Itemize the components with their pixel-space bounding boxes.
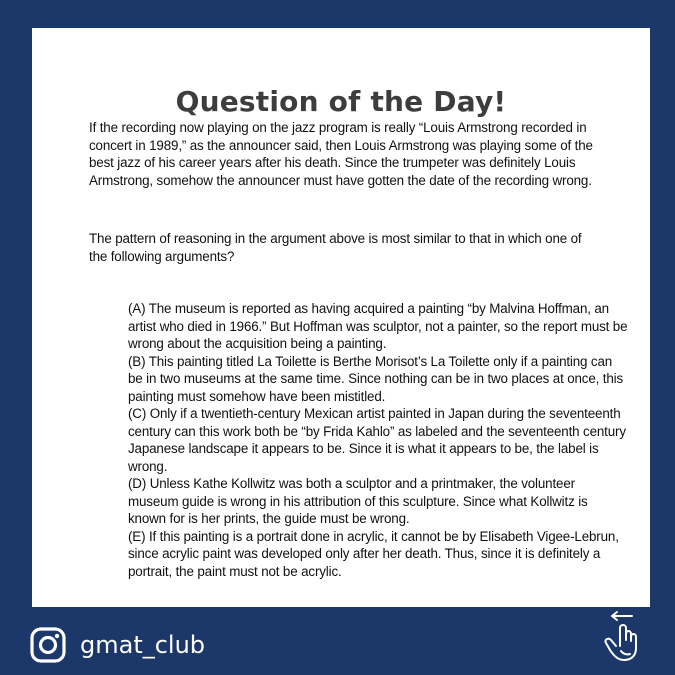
swipe-left-hand-icon — [598, 610, 646, 664]
instagram-handle[interactable]: gmat_club — [80, 631, 206, 659]
page-title: Question of the Day! — [175, 85, 507, 118]
answer-options — [128, 300, 628, 580]
question-card — [32, 28, 650, 607]
instagram-icon[interactable] — [30, 627, 66, 663]
option-e: (E) If this painting is a portrait done in acrylic, it cannot be by Elisabeth Vigee-Lebrun, since acrylic paint was developed only after her death. Thus, since it is definitely a portrait, the paint must not be acrylic. — [128, 528, 619, 579]
question-stem: The pattern of reasoning in the argument above is most similar to that in which one of the following arguments? — [89, 231, 582, 264]
option-a: (A) The museum is reported as having acquired a painting “by Malvina Hoffman, an artist who died in 1966.” But Hoffman was sculptor, not a painter, so the report must be wrong about the acquisition being a painting. — [128, 301, 628, 351]
stimulus-text: If the recording now playing on the jazz program is really “Louis Armstrong recorded in concert in 1989,” as the announcer said, then Louis Armstrong was playing some of the best jazz of his career years after his death. Since the trumpeter was definitely Louis Armstrong, somehow the announcer must have gotten the date of the recording wrong. — [89, 120, 593, 188]
option-c: (C) Only if a twentieth-century Mexican artist painted in Japan during the seventeenth century can this work both be “by Frida Kahlo” as labeled and the seventeenth century Japanese landscape it appears to be. Since it is what it appears to be, the label is wrong. — [128, 406, 626, 474]
option-d: (D) Unless Kathe Kollwitz was both a sculptor and a printmaker, the volunteer museum guide is wrong in his attribution of this sculpture. Since what Kollwitz is known for is her prints, the guide must be wrong. — [128, 476, 588, 526]
option-b: (B) This painting titled La Toilette is Berthe Morisot’s La Toilette only if a painting can be in two museums at the same time. Since nothing can be in two places at once, this painting must somehow have been mistitled. — [128, 353, 624, 404]
